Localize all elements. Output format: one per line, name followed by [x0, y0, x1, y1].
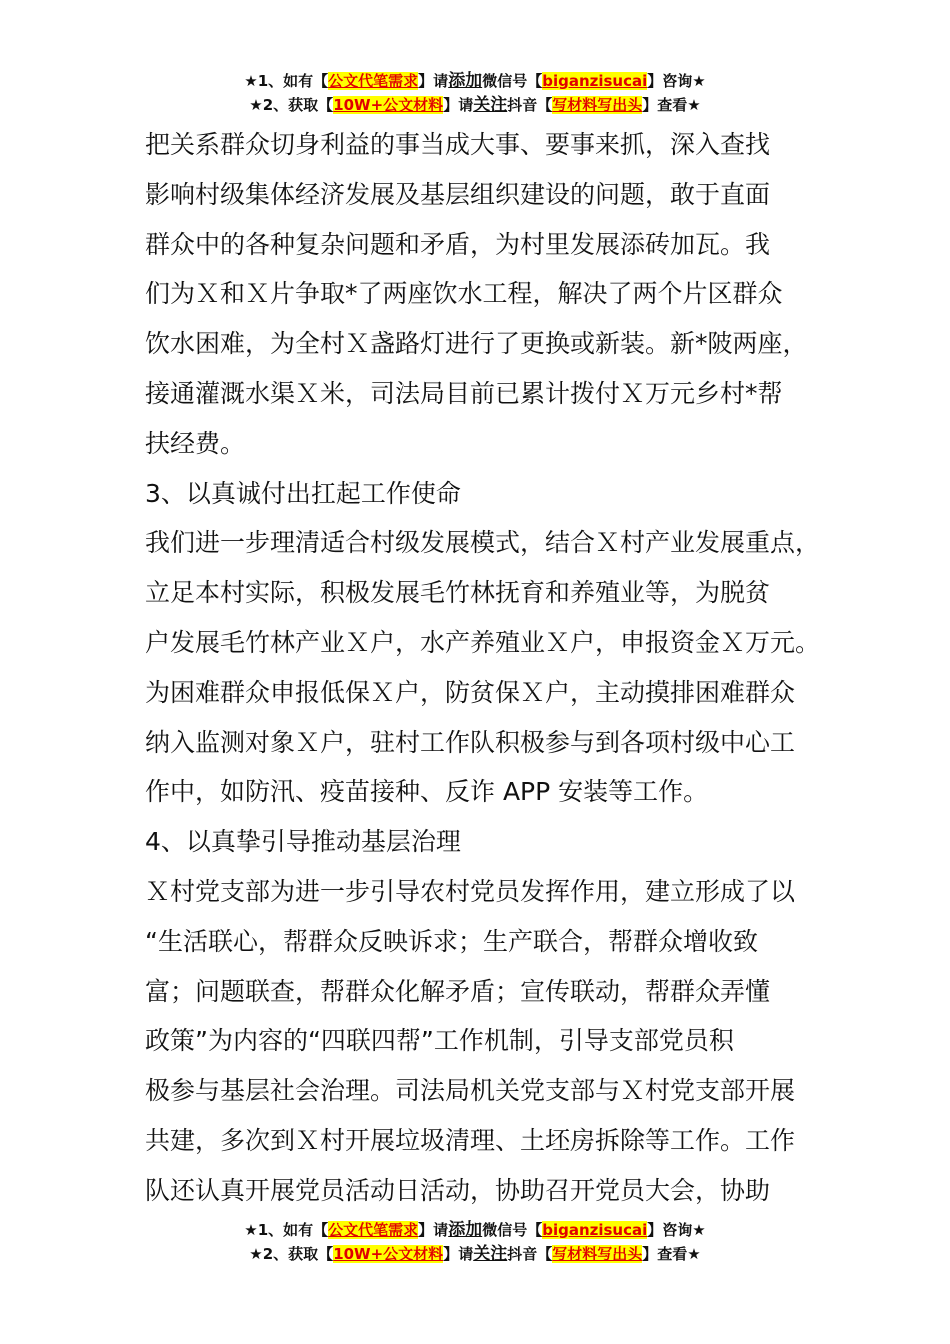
- highlight: 10W+公文材料: [333, 96, 444, 114]
- body-text-line: “生活联心，帮群众反映诉求；生产联合，帮群众增收致: [145, 926, 758, 956]
- promo-line-2: [0, 93, 950, 117]
- underlined-text: 添加: [448, 1220, 483, 1240]
- body-text-line: 作中，如防汛、疫苗接种、反诈 APP 安装等工作。: [145, 777, 709, 807]
- body-text-line: 我们进一步理清适合村级发展模式，结合Ｘ村产业发展重点，: [145, 528, 821, 558]
- highlight: 10W+公文材料: [333, 1245, 444, 1263]
- body-text-line: 接通灌溉水渠Ｘ米，司法局目前已累计拨付Ｘ万元乡村*帮: [145, 378, 783, 408]
- promo-banner-top: [0, 69, 950, 117]
- text: 微信号【: [482, 1221, 543, 1239]
- text: 抖音【: [507, 96, 553, 114]
- body-text-line: Ｘ村党支部为进一步引导农村党员发挥作用，建立形成了以: [145, 876, 796, 906]
- body-text-line: 极参与基层社会治理。司法局机关党支部与Ｘ村党支部开展: [145, 1076, 796, 1106]
- text: ★1、如有【: [244, 72, 329, 90]
- text: 微信号【: [482, 72, 543, 90]
- body-text-line: 饮水困难，为全村Ｘ盏路灯进行了更换或新装。新*陂两座，: [145, 329, 808, 359]
- body-text-line: 为困难群众申报低保Ｘ户，防贫保Ｘ户，主动摸排困难群众: [145, 677, 796, 707]
- promo-banner-bottom: [0, 1218, 950, 1266]
- body-text-line: 户发展毛竹林产业Ｘ户，水产养殖业Ｘ户，申报资金Ｘ万元。: [145, 627, 821, 657]
- body-text-line: 队还认真开展党员活动日活动，协助召开党员大会，协助: [145, 1175, 771, 1205]
- text: ★2、获取【: [249, 1245, 334, 1263]
- text: ★1、如有【: [244, 1221, 329, 1239]
- body-text-line: 纳入监测对象Ｘ户，驻村工作队积极参与到各项村级中心工: [145, 727, 796, 757]
- underlined-text: 添加: [448, 71, 483, 91]
- promo-line-1: [0, 1218, 950, 1242]
- document-body: [145, 120, 835, 1216]
- body-text-line: 富；问题联查，帮群众化解矛盾；宣传联动，帮群众弄懂: [145, 976, 771, 1006]
- text: 】请: [418, 72, 449, 90]
- highlight: 写材料写出头: [552, 1245, 643, 1263]
- text: 抖音【: [507, 1245, 553, 1263]
- promo-line-1: [0, 69, 950, 93]
- text: 】查看★: [642, 1245, 701, 1263]
- text: 】请: [418, 1221, 449, 1239]
- body-text-line: 把关系群众切身利益的事当成大事、要事来抓，深入查找: [145, 130, 771, 159]
- highlight: 公文代笔需求: [328, 1221, 419, 1239]
- promo-line-2: [0, 1242, 950, 1266]
- text: 】咨询★: [647, 1221, 706, 1239]
- body-text-line: 政策”为内容的“四联四帮”工作机制，引导支部党员积: [145, 1026, 734, 1056]
- text: 】请: [443, 96, 474, 114]
- text: 】咨询★: [647, 72, 706, 90]
- highlight: 写材料写出头: [552, 96, 643, 114]
- body-text-line: 群众中的各种复杂问题和矛盾，为村里发展添砖加瓦。我: [145, 229, 771, 259]
- body-text-line: 4、以真挚引导推动基层治理: [145, 827, 461, 857]
- body-text-line: 立足本村实际，积极发展毛竹林抚育和养殖业等，为脱贫: [145, 578, 771, 608]
- body-text-line: 们为Ｘ和Ｘ片争取*了两座饮水工程，解决了两个片区群众: [145, 279, 783, 309]
- body-text-line: 影响村级集体经济发展及基层组织建设的问题，敢于直面: [145, 179, 771, 209]
- text: ★2、获取【: [249, 96, 334, 114]
- text: 】请: [443, 1245, 474, 1263]
- highlight: biganzisucai: [542, 72, 648, 90]
- body-text-line: 扶经费。: [145, 428, 246, 458]
- highlight: biganzisucai: [542, 1221, 648, 1239]
- underlined-text: 关注: [473, 1244, 508, 1264]
- body-text-line: 3、以真诚付出扛起工作使命: [145, 478, 461, 508]
- highlight: 公文代笔需求: [328, 72, 419, 90]
- body-text-line: 共建，多次到Ｘ村开展垃圾清理、土坯房拆除等工作。工作: [145, 1125, 796, 1155]
- underlined-text: 关注: [473, 95, 508, 115]
- text: 】查看★: [642, 96, 701, 114]
